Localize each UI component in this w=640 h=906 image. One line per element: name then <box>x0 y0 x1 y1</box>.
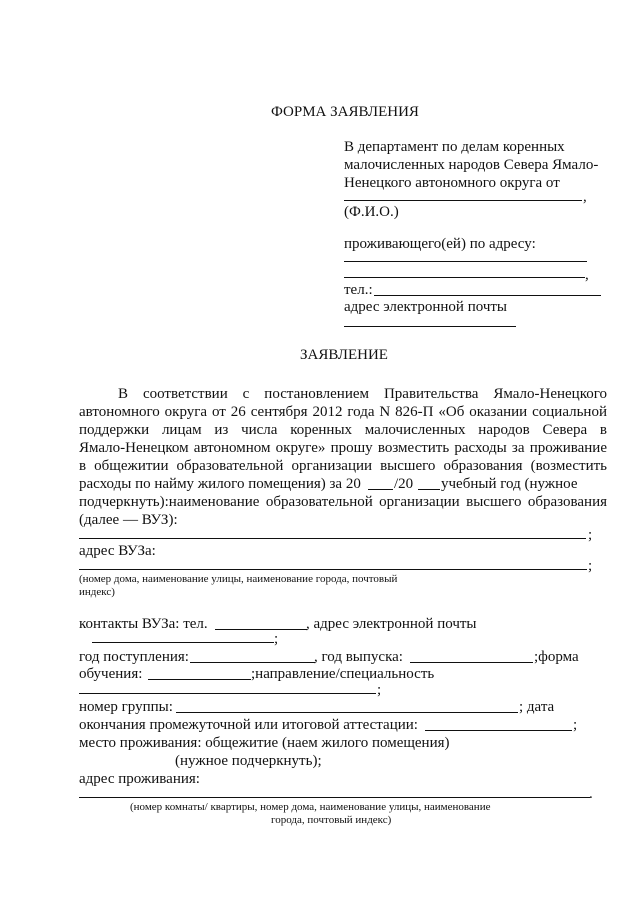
phone-blank[interactable] <box>374 295 601 296</box>
semicolon: ; <box>588 527 593 543</box>
addressee-line-3: Ненецкого автономного округа от <box>344 175 560 191</box>
semicolon: ; <box>377 682 382 698</box>
address-hint-line-1: (номер дома, наименование улицы, наименование города, почтовый <box>79 573 398 585</box>
room-hint-line-1: (номер комнаты/ квартиры, номер дома, наименование улицы, наименование <box>130 801 491 813</box>
university-name-blank[interactable] <box>79 538 586 539</box>
body-line-7: подчеркнуть):наименование образовательной организации высшего образования <box>79 494 607 510</box>
document-title: ЗАЯВЛЕНИЕ <box>300 347 388 363</box>
body-line-6-start: расходы по найму жилого помещения) за 20 <box>79 476 361 492</box>
email-label: адрес электронной почты <box>344 299 508 315</box>
addressee-line-1: В департамент по делам коренных <box>344 139 565 155</box>
semicolon: ; <box>588 558 593 574</box>
university-address-blank[interactable] <box>79 569 587 570</box>
enrollment-year-label: год поступления: <box>79 649 189 665</box>
address-hint-line-2: индекс) <box>79 586 115 598</box>
semicolon: ; <box>573 717 578 733</box>
study-form-blank[interactable] <box>148 679 251 680</box>
period: . <box>589 786 593 802</box>
attestation-label: окончания промежуточной или итоговой аттестации: <box>79 717 418 733</box>
semicolon: ; <box>274 631 279 647</box>
year-separator: /20 <box>394 476 414 492</box>
university-address-label: адрес ВУЗа: <box>79 543 156 559</box>
form-title: ФОРМА ЗАЯВЛЕНИЯ <box>271 104 419 120</box>
body-line-1: В соответствии с постановлением Правительства Ямало-Ненецкого <box>118 386 607 402</box>
group-number-label: номер группы: <box>79 699 173 715</box>
body-line-8: (далее — ВУЗ): <box>79 512 178 528</box>
body-line-6-end: учебный год (нужное <box>441 476 578 492</box>
graduation-year-label: , год выпуска: <box>314 649 403 665</box>
email-blank[interactable] <box>344 326 516 327</box>
body-line-3: поддержки лицам из числа коренных малочисленных народов Севера в <box>79 422 607 438</box>
fio-caption: (Ф.И.О.) <box>344 204 399 220</box>
direction-label: ;направление/специальность <box>251 666 435 682</box>
body-line-4: Ямало-Ненецком автономном округе» прошу возместить расходы за проживание <box>79 440 607 456</box>
year-end-blank[interactable] <box>418 489 440 490</box>
university-email-blank[interactable] <box>92 642 274 643</box>
residence-address-blank[interactable] <box>79 797 590 798</box>
study-form-label: ;форма <box>534 649 579 665</box>
body-line-5: в общежитии образовательной организации высшего образования (возместить <box>79 458 607 474</box>
direction-blank[interactable] <box>79 693 376 694</box>
applicant-name-blank[interactable] <box>344 200 582 201</box>
date-label: ; дата <box>519 699 555 715</box>
study-label: обучения: <box>79 666 143 682</box>
body-line-2: автономного округа от 26 сентября 2012 года N 826-П «Об оказании социальной <box>79 404 607 420</box>
residence-place-label: место проживания: общежитие (наем жилого помещения) <box>79 735 450 751</box>
attestation-date-blank[interactable] <box>425 730 572 731</box>
contacts-label: контакты ВУЗа: тел. <box>79 616 208 632</box>
room-hint-line-2: города, почтовый индекс) <box>271 814 392 826</box>
address-blank-1[interactable] <box>344 261 587 262</box>
year-start-blank[interactable] <box>368 489 393 490</box>
graduation-year-blank[interactable] <box>410 662 533 663</box>
underline-hint: (нужное подчеркнуть); <box>175 753 322 769</box>
email-label-2: , адрес электронной почты <box>306 616 477 632</box>
comma: , <box>585 267 589 283</box>
residing-label: проживающего(ей) по адресу: <box>344 236 536 252</box>
phone-label: тел.: <box>344 282 373 298</box>
comma: , <box>583 189 587 205</box>
enrollment-year-blank[interactable] <box>190 662 315 663</box>
university-phone-blank[interactable] <box>215 629 307 630</box>
residence-address-label: адрес проживания: <box>79 771 200 787</box>
group-number-blank[interactable] <box>176 712 518 713</box>
addressee-line-2: малочисленных народов Севера Ямало- <box>344 157 599 173</box>
address-blank-2[interactable] <box>344 277 585 278</box>
